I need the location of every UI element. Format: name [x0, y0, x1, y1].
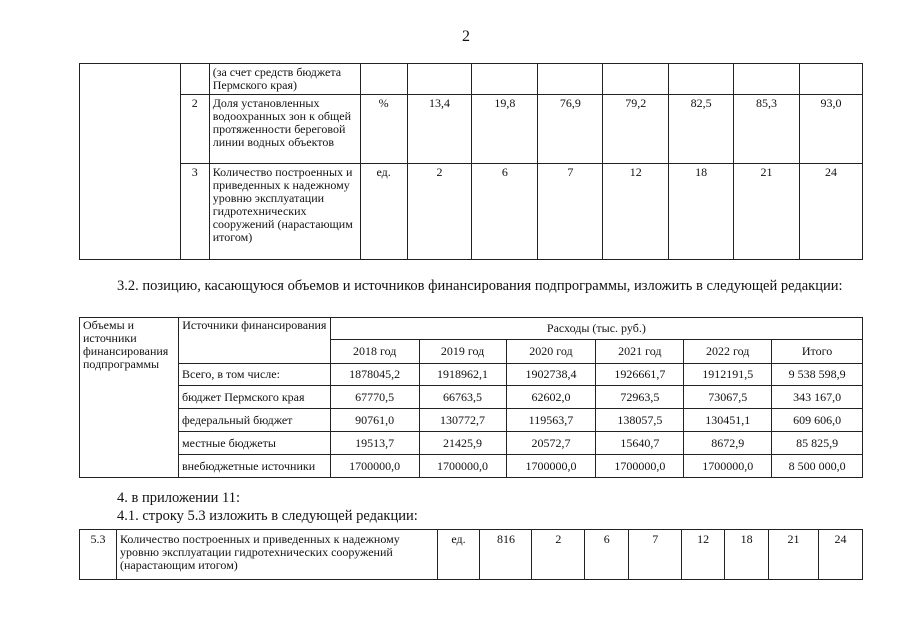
row-5-3-table: [79, 529, 863, 580]
value-cell: 66763,5: [419, 386, 506, 409]
unit-cell: [360, 64, 407, 95]
value-cell: 24: [799, 164, 862, 260]
value-cell: 1700000,0: [596, 455, 684, 478]
unit-cell: ед.: [360, 164, 407, 260]
value-cell: 9 538 598,9: [772, 364, 863, 386]
table-row: [80, 530, 863, 580]
value-cell: 1912191,5: [684, 364, 772, 386]
financing-table: [79, 317, 863, 478]
value-cell: 21425,9: [419, 432, 506, 455]
indicator-name: Количество построенных и приведенных к надежному уровню эксплуатации гидротехнических сооружений (нарастающим итогом): [209, 164, 360, 260]
value-cell: 1878045,2: [330, 364, 419, 386]
row-number: 3: [180, 164, 209, 260]
year-header: 2018 год: [330, 340, 419, 364]
value-cell: 609 606,0: [772, 409, 863, 432]
value-cell: 20572,7: [506, 432, 596, 455]
value-cell: 2: [407, 164, 472, 260]
value-cell: 85,3: [734, 95, 800, 164]
paragraph-3-2: 3.2. позицию, касающуюся объемов и источников финансирования подпрограммы, изложить в следующей редакции:: [117, 278, 843, 294]
value-cell: 130451,1: [684, 409, 772, 432]
value-cell: 6: [585, 530, 629, 580]
value-cell: 21: [769, 530, 819, 580]
table-row: [80, 64, 863, 95]
value-cell: 73067,5: [684, 386, 772, 409]
value-cell: 19,8: [472, 95, 538, 164]
source-name: местные бюджеты: [178, 432, 330, 455]
unit-cell: ед.: [437, 530, 480, 580]
value-cell: [603, 64, 669, 95]
table-row: [80, 164, 863, 260]
value-cell: 72963,5: [596, 386, 684, 409]
value-cell: 816: [480, 530, 532, 580]
value-cell: 1926661,7: [596, 364, 684, 386]
indicator-name: Доля установленных водоохранных зон к общей протяженности береговой линии водных объектов: [209, 95, 360, 164]
total-header: Итого: [772, 340, 863, 364]
value-cell: 19513,7: [330, 432, 419, 455]
table-row: [80, 95, 863, 164]
value-cell: 8 500 000,0: [772, 455, 863, 478]
value-cell: 93,0: [799, 95, 862, 164]
row-number: 2: [180, 95, 209, 164]
year-header: 2019 год: [419, 340, 506, 364]
value-cell: 2: [532, 530, 585, 580]
page-number: 2: [462, 28, 470, 45]
source-name: Всего, в том числе:: [178, 364, 330, 386]
indicators-table: [79, 63, 863, 260]
value-cell: 7: [538, 164, 603, 260]
value-cell: 21: [734, 164, 800, 260]
empty-cell: [80, 64, 181, 260]
value-cell: 1700000,0: [330, 455, 419, 478]
indicator-name: (за счет средств бюджета Пермского края): [209, 64, 360, 95]
value-cell: 67770,5: [330, 386, 419, 409]
table-row: [80, 409, 863, 432]
value-cell: 82,5: [669, 95, 734, 164]
expenses-header: Расходы (тыс. руб.): [330, 318, 862, 340]
value-cell: [538, 64, 603, 95]
paragraph-4-1: 4.1. строку 5.3 изложить в следующей редакции:: [117, 508, 418, 524]
value-cell: [734, 64, 800, 95]
value-cell: 24: [818, 530, 862, 580]
table-row: [80, 386, 863, 409]
year-header: 2021 год: [596, 340, 684, 364]
value-cell: 62602,0: [506, 386, 596, 409]
value-cell: 119563,7: [506, 409, 596, 432]
table-row: [80, 364, 863, 386]
financing-label: Объемы и источники финансирования подпрограммы: [80, 318, 179, 478]
value-cell: 6: [472, 164, 538, 260]
year-header: 2022 год: [684, 340, 772, 364]
table-row: [80, 432, 863, 455]
value-cell: 1700000,0: [419, 455, 506, 478]
value-cell: 1700000,0: [506, 455, 596, 478]
value-cell: 90761,0: [330, 409, 419, 432]
value-cell: 12: [682, 530, 725, 580]
value-cell: 8672,9: [684, 432, 772, 455]
value-cell: [407, 64, 472, 95]
value-cell: 13,4: [407, 95, 472, 164]
sources-header: Источники финансирования: [178, 318, 330, 364]
year-header: 2020 год: [506, 340, 596, 364]
source-name: внебюджетные источники: [178, 455, 330, 478]
value-cell: 138057,5: [596, 409, 684, 432]
value-cell: 18: [725, 530, 769, 580]
row-number: [180, 64, 209, 95]
value-cell: 79,2: [603, 95, 669, 164]
value-cell: 343 167,0: [772, 386, 863, 409]
value-cell: [472, 64, 538, 95]
indicator-name: Количество построенных и приведенных к надежному уровню эксплуатации гидротехнических сооружений (нарастающим итогом): [116, 530, 437, 580]
row-number: 5.3: [80, 530, 117, 580]
source-name: федеральный бюджет: [178, 409, 330, 432]
value-cell: 76,9: [538, 95, 603, 164]
value-cell: 1918962,1: [419, 364, 506, 386]
source-name: бюджет Пермского края: [178, 386, 330, 409]
unit-cell: %: [360, 95, 407, 164]
value-cell: 130772,7: [419, 409, 506, 432]
value-cell: [799, 64, 862, 95]
table-row: [80, 455, 863, 478]
value-cell: 1902738,4: [506, 364, 596, 386]
value-cell: [669, 64, 734, 95]
value-cell: 85 825,9: [772, 432, 863, 455]
value-cell: 18: [669, 164, 734, 260]
value-cell: 15640,7: [596, 432, 684, 455]
value-cell: 7: [629, 530, 682, 580]
value-cell: 1700000,0: [684, 455, 772, 478]
value-cell: 12: [603, 164, 669, 260]
paragraph-4: 4. в приложении 11:: [117, 490, 241, 506]
